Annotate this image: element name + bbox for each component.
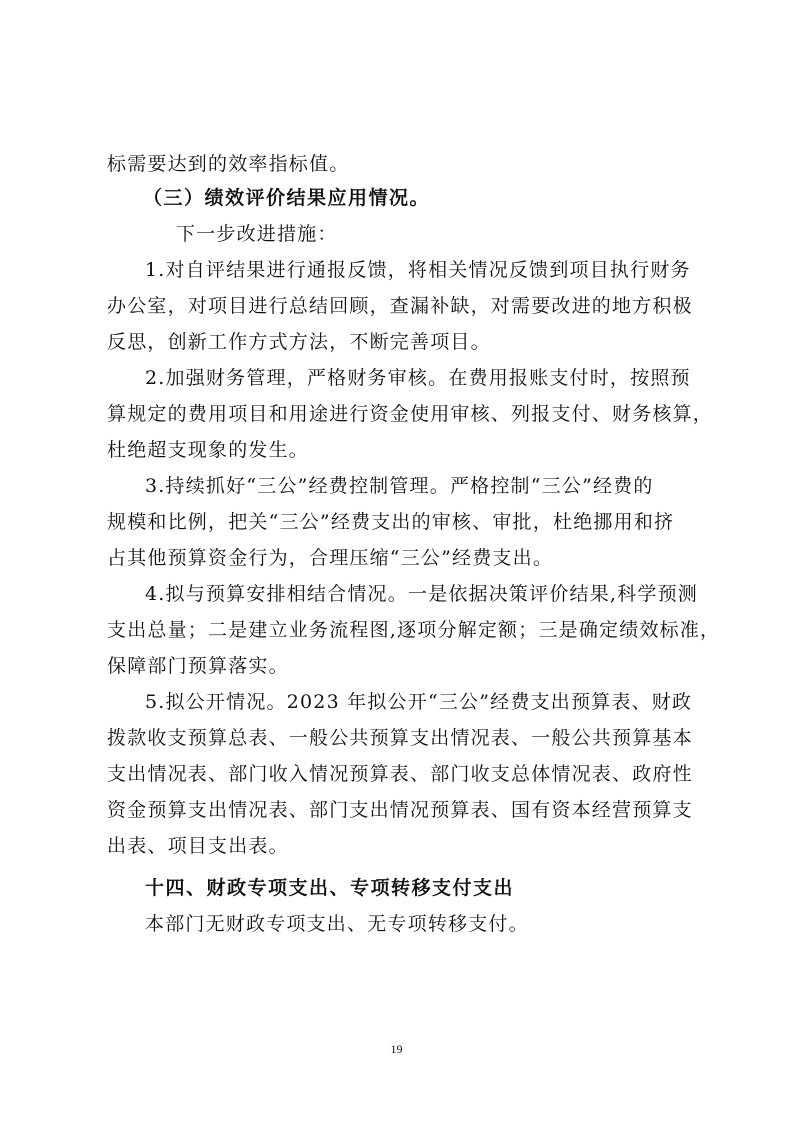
paragraph-line: 1.对自评结果进行通报反馈，将相关情况反馈到项目执行财务 bbox=[145, 259, 691, 281]
paragraph-line: 2.加强财务管理，严格财务审核。在费用报账支付时，按照预 bbox=[145, 367, 691, 389]
paragraph-line: 支出总量；二是建立业务流程图,逐项分解定额；三是确定绩效标准， bbox=[107, 619, 721, 641]
paragraph-line: 支出情况表、部门收入情况预算表、部门收支总体情况表、政府性 bbox=[107, 763, 693, 785]
paragraph-line: 规模和比例，把关“三公”经费支出的审核、审批，杜绝挪用和挤 bbox=[107, 511, 675, 533]
paragraph-line: 下一步改进措施： bbox=[176, 223, 338, 245]
paragraph-line: 占其他预算资金行为，合理压缩“三公”经费支出。 bbox=[107, 547, 554, 569]
paragraph-line: 反思，创新工作方式方法，不断完善项目。 bbox=[107, 331, 491, 353]
paragraph-line: 3.持续抓好“三公”经费控制管理。严格控制“三公”经费的 bbox=[145, 475, 654, 497]
paragraph-line: 本部门无财政专项支出、无专项转移支付。 bbox=[145, 913, 529, 935]
paragraph-line: 办公室，对项目进行总结回顾，查漏补缺，对需要改进的地方积极 bbox=[107, 295, 693, 317]
paragraph-line: 5.拟公开情况。2023 年拟公开“三公”经费支出预算表、财政 bbox=[145, 691, 693, 713]
paragraph-line: 4.拟与预算安排相结合情况。一是依据决策评价结果,科学预测 bbox=[145, 583, 698, 605]
paragraph-line: 出表、项目支出表。 bbox=[107, 835, 289, 857]
paragraph-line: 资金预算支出情况表、部门支出情况预算表、国有资本经营预算支 bbox=[107, 799, 693, 821]
paragraph-line: 杜绝超支现象的发生。 bbox=[107, 439, 310, 461]
section-heading: 十四、财政专项支出、专项转移支付支出 bbox=[145, 877, 515, 899]
paragraph-line: 保障部门预算落实。 bbox=[107, 655, 289, 677]
section-heading: （三）绩效评价结果应用情况。 bbox=[143, 187, 431, 209]
page-number: 19 bbox=[390, 1042, 403, 1056]
paragraph-line: 拨款收支预算总表、一般公共预算支出情况表、一般公共预算基本 bbox=[107, 727, 693, 749]
paragraph-line: 算规定的费用项目和用途进行资金使用审核、列报支付、财务核算， bbox=[107, 403, 714, 425]
paragraph-line: 标需要达到的效率指标值。 bbox=[107, 153, 350, 175]
